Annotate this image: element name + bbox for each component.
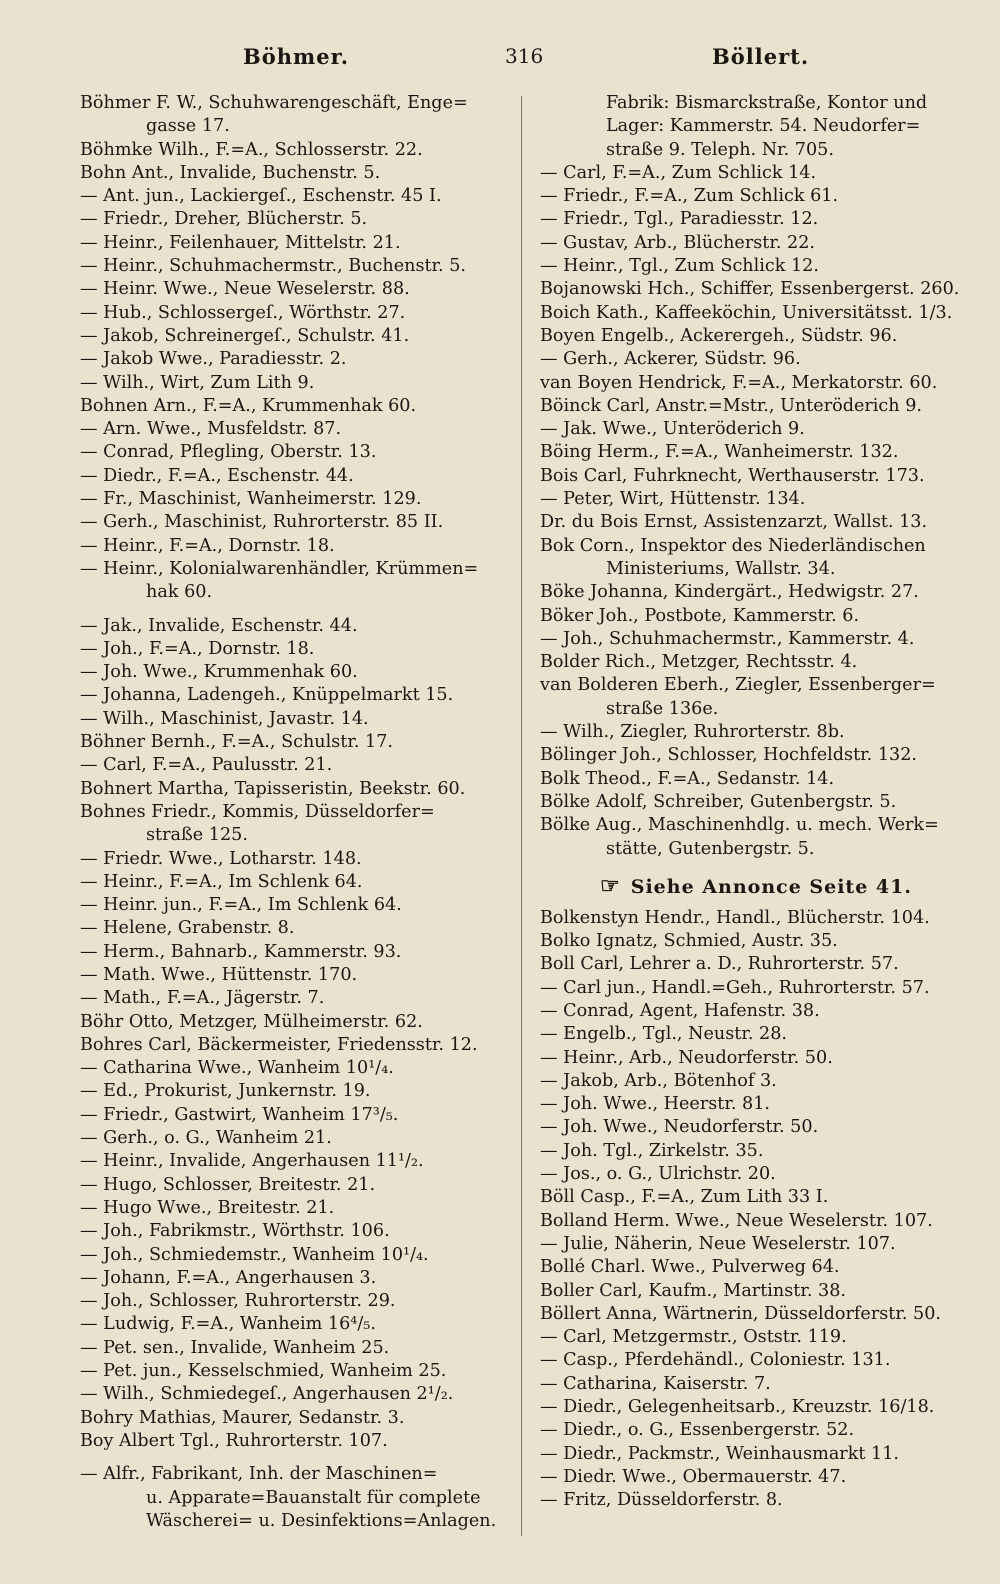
directory-entry: — Conrad, Agent, Hafenstr. 38. xyxy=(540,1000,820,1021)
advertisement-notice xyxy=(540,871,972,901)
directory-entry: van Bolderen Eberh., Ziegler, Essenberger= xyxy=(540,675,936,696)
directory-entry: — Carl, Metzgermstr., Oststr. 119. xyxy=(540,1327,847,1348)
directory-entry: — Carl, F.=A., Zum Schlick 14. xyxy=(540,162,817,183)
directory-entry: — Friedr., F.=A., Zum Schlick 61. xyxy=(540,186,839,207)
directory-entry: Bolland Herm. Wwe., Neue Weselerstr. 107. xyxy=(540,1210,933,1231)
directory-entry: Boy Albert Tgl., Ruhrorterstr. 107. xyxy=(80,1430,388,1451)
directory-entry: Dr. du Bois Ernst, Assistenzarzt, Wallst. 13. xyxy=(540,512,928,533)
entry-continuation: Fabrik: Bismarckstraße, Kontor und xyxy=(606,93,928,113)
directory-entry: Bolko Ignatz, Schmied, Austr. 35. xyxy=(540,931,838,952)
directory-entry: Boller Carl, Kaufm., Martinstr. 38. xyxy=(540,1280,846,1301)
directory-entry: — Carl jun., Handl.=Geh., Ruhrorterstr. 57. xyxy=(540,977,930,998)
directory-entry: — Wilh., Maschinist, Javastr. 14. xyxy=(80,708,369,729)
left-column xyxy=(80,92,512,1533)
directory-entry: — Wilh., Ziegler, Ruhrorterstr. 8b. xyxy=(540,722,845,743)
directory-entry: Bolder Rich., Metzger, Rechtsstr. 4. xyxy=(540,652,858,673)
running-head-left: Böhmer. xyxy=(243,44,350,69)
directory-entry: — Heinr., Invalide, Angerhausen 11¹/₂. xyxy=(80,1151,424,1172)
page-number: 316 xyxy=(505,44,544,68)
directory-entry: — Joh. Tgl., Zirkelstr. 35. xyxy=(540,1140,764,1161)
directory-entry: — Joh., Schuhmachermstr., Kammerstr. 4. xyxy=(540,628,915,649)
directory-entry: — Gustav, Arb., Blücherstr. 22. xyxy=(540,232,815,253)
entry-continuation: Ministeriums, Wallstr. 34. xyxy=(606,558,836,579)
directory-entry: — Hugo Wwe., Breitestr. 21. xyxy=(80,1197,335,1218)
directory-entry: — Friedr., Gastwirt, Wanheim 17³/₅. xyxy=(80,1104,399,1125)
directory-entry: — Heinr., Kolonialwarenhändler, Krümmen= xyxy=(80,558,479,579)
directory-entry: — Diedr., Packmstr., Weinhausmarkt 11. xyxy=(540,1443,900,1464)
directory-entry: — Pet. jun., Kesselschmied, Wanheim 25. xyxy=(80,1361,447,1382)
directory-entry: — Heinr., Feilenhauer, Mittelstr. 21. xyxy=(80,232,401,253)
directory-entry: — Conrad, Pflegling, Oberstr. 13. xyxy=(80,442,377,463)
directory-entry: — Casp., Pferdehändl., Coloniestr. 131. xyxy=(540,1350,891,1371)
directory-entry: — Joh., F.=A., Dornstr. 18. xyxy=(80,638,315,659)
directory-entry: — Hub., Schlossergeſ., Wörthstr. 27. xyxy=(80,302,406,323)
directory-entry: Böker Joh., Postbote, Kammerstr. 6. xyxy=(540,605,860,626)
directory-entry: Bölinger Joh., Schlosser, Hochfeldstr. 132. xyxy=(540,745,917,766)
directory-entry: Böll Casp., F.=A., Zum Lith 33 I. xyxy=(540,1187,829,1208)
directory-entry: — Heinr. jun., F.=A., Im Schlenk 64. xyxy=(80,895,402,916)
directory-entry: — Alfr., Fabrikant, Inh. der Maschinen= xyxy=(80,1464,438,1485)
directory-entry: Bohn Ant., Invalide, Buchenstr. 5. xyxy=(80,162,381,183)
directory-entry: — Diedr., Gelegenheitsarb., Kreuzstr. 16/18. xyxy=(540,1397,935,1418)
right-column xyxy=(540,92,972,1513)
directory-entry: Böhmke Wilh., F.=A., Schlosserstr. 22. xyxy=(80,139,423,160)
directory-entry: — Math. Wwe., Hüttenstr. 170. xyxy=(80,964,358,985)
directory-entry: — Heinr., F.=A., Im Schlenk 64. xyxy=(80,871,363,892)
directory-entry: — Johann, F.=A., Angerhausen 3. xyxy=(80,1267,377,1288)
directory-entry: Böllert Anna, Wärtnerin, Düsseldorferstr. 50. xyxy=(540,1303,941,1324)
directory-entry: Böke Johanna, Kindergärt., Hedwigstr. 27. xyxy=(540,582,919,603)
directory-entry: van Boyen Hendrick, F.=A., Merkatorstr. 60. xyxy=(540,372,938,393)
directory-entry: — Joh., Schlosser, Ruhrorterstr. 29. xyxy=(80,1291,396,1312)
directory-entry: Bok Corn., Inspektor des Niederländischen xyxy=(540,535,926,556)
directory-entry: Bois Carl, Fuhrknecht, Werthauserstr. 173. xyxy=(540,465,925,486)
directory-entry: — Catharina Wwe., Wanheim 10¹/₄. xyxy=(80,1058,394,1079)
directory-entry: — Jakob Wwe., Paradiesstr. 2. xyxy=(80,349,347,370)
directory-entry: — Friedr., Dreher, Blücherstr. 5. xyxy=(80,209,368,230)
directory-entry: — Heinr., Schuhmachermstr., Buchenstr. 5. xyxy=(80,256,467,277)
directory-entry: — Math., F.=A., Jägerstr. 7. xyxy=(80,988,325,1009)
pointing-hand-icon: ☞ xyxy=(600,872,621,899)
directory-entry: — Joh., Fabrikmstr., Wörthstr. 106. xyxy=(80,1221,390,1242)
directory-entry: — Diedr., F.=A., Eschenstr. 44. xyxy=(80,465,354,486)
notice-text: Siehe Annonce Seite 41. xyxy=(630,875,912,898)
directory-entry: — Helene, Grabenstr. 8. xyxy=(80,918,295,939)
entry-continuation: Wäscherei= u. Desinfektions=Anlagen. xyxy=(146,1510,497,1531)
directory-entry: — Engelb., Tgl., Neustr. 28. xyxy=(540,1024,787,1045)
directory-entry: — Jak. Wwe., Unteröderich 9. xyxy=(540,419,805,440)
directory-entry: Bolk Theod., F.=A., Sedanstr. 14. xyxy=(540,768,835,789)
directory-entry: — Julie, Näherin, Neue Weselerstr. 107. xyxy=(540,1233,896,1254)
directory-entry: Bolkenstyn Hendr., Handl., Blücherstr. 104. xyxy=(540,907,930,928)
directory-entry: — Friedr. Wwe., Lotharstr. 148. xyxy=(80,848,362,869)
directory-entry: — Ant. jun., Lackiergeſ., Eschenstr. 45 I. xyxy=(80,186,442,207)
entry-continuation: straße 136e. xyxy=(606,698,719,719)
directory-entry: — Joh., Schmiedemstr., Wanheim 10¹/₄. xyxy=(80,1244,429,1265)
entry-continuation: Lager: Kammerstr. 54. Neudorfer= xyxy=(606,116,921,137)
directory-entry: — Friedr., Tgl., Paradiesstr. 12. xyxy=(540,209,819,230)
directory-entry: Bohnert Martha, Tapisseristin, Beekstr. 60. xyxy=(80,778,466,799)
directory-entry: — Jakob, Arb., Bötenhof 3. xyxy=(540,1070,777,1091)
entry-continuation: u. Apparate=Bauanstalt für complete xyxy=(146,1487,481,1508)
directory-entry: — Jakob, Schreinergeſ., Schulstr. 41. xyxy=(80,325,410,346)
directory-entry: Böing Herm., F.=A., Wanheimerstr. 132. xyxy=(540,442,899,463)
directory-entry: Böhr Otto, Metzger, Mülheimerstr. 62. xyxy=(80,1011,423,1032)
directory-entry: — Carl, F.=A., Paulusstr. 21. xyxy=(80,755,333,776)
directory-entry: — Johanna, Ladengeh., Knüppelmarkt 15. xyxy=(80,685,454,706)
directory-entry: — Fritz, Düsseldorferstr. 8. xyxy=(540,1490,783,1511)
directory-entry: — Heinr., Tgl., Zum Schlick 12. xyxy=(540,256,819,277)
directory-entry: — Herm., Bahnarb., Kammerstr. 93. xyxy=(80,941,402,962)
directory-entry: — Gerh., Maschinist, Ruhrorterstr. 85 II. xyxy=(80,512,444,533)
directory-entry: — Diedr. Wwe., Obermauerstr. 47. xyxy=(540,1466,847,1487)
directory-entry: — Heinr. Wwe., Neue Weselerstr. 88. xyxy=(80,279,410,300)
entry-continuation: stätte, Gutenbergstr. 5. xyxy=(606,838,815,859)
directory-entry: — Catharina, Kaiserstr. 7. xyxy=(540,1373,771,1394)
directory-entry: — Fr., Maschinist, Wanheimerstr. 129. xyxy=(80,489,422,510)
directory-entry: — Joh. Wwe., Heerstr. 81. xyxy=(540,1094,770,1115)
directory-entry: — Hugo, Schlosser, Breitestr. 21. xyxy=(80,1174,376,1195)
directory-entry: Bollé Charl. Wwe., Pulverweg 64. xyxy=(540,1257,840,1278)
entry-continuation: straße 125. xyxy=(146,825,248,846)
entry-continuation: gasse 17. xyxy=(146,116,230,137)
entry-continuation: hak 60. xyxy=(146,582,213,603)
directory-entry: Bohres Carl, Bäckermeister, Friedensstr. 12. xyxy=(80,1034,478,1055)
directory-entry: — Jak., Invalide, Eschenstr. 44. xyxy=(80,615,358,636)
directory-entry: — Joh. Wwe., Krummenhak 60. xyxy=(80,662,358,683)
directory-entry: — Wilh., Schmiedegeſ., Angerhausen 2¹/₂. xyxy=(80,1384,454,1405)
directory-entry: — Pet. sen., Invalide, Wanheim 25. xyxy=(80,1337,390,1358)
directory-entry: — Jos., o. G., Ulrichstr. 20. xyxy=(540,1164,776,1185)
directory-entry: — Ed., Prokurist, Junkernstr. 19. xyxy=(80,1081,371,1102)
directory-entry: — Gerh., o. G., Wanheim 21. xyxy=(80,1128,332,1149)
entry-continuation: straße 9. Teleph. Nr. 705. xyxy=(606,139,834,160)
directory-entry: Bohry Mathias, Maurer, Sedanstr. 3. xyxy=(80,1407,405,1428)
directory-entry: Bölke Aug., Maschinenhdlg. u. mech. Werk= xyxy=(540,815,939,836)
directory-entry: — Peter, Wirt, Hüttenstr. 134. xyxy=(540,489,806,510)
directory-entry: Boich Kath., Kaffeeköchin, Universitätsst. 1/3. xyxy=(540,302,953,323)
running-head-right: Böllert. xyxy=(712,44,810,69)
column-divider xyxy=(521,96,522,1536)
directory-entry: Bojanowski Hch., Schiffer, Essenbergerst. 260. xyxy=(540,279,960,300)
directory-entry: Böhmer F. W., Schuhwarengeschäft, Enge= xyxy=(80,93,468,113)
directory-entry: — Wilh., Wirt, Zum Lith 9. xyxy=(80,372,315,393)
directory-entry: — Heinr., F.=A., Dornstr. 18. xyxy=(80,535,335,556)
directory-entry: — Heinr., Arb., Neudorferstr. 50. xyxy=(540,1047,833,1068)
directory-entry: — Arn. Wwe., Musfeldstr. 87. xyxy=(80,419,342,440)
directory-entry: Boyen Engelb., Ackerergeh., Südstr. 96. xyxy=(540,325,898,346)
directory-entry: — Ludwig, F.=A., Wanheim 16⁴/₅. xyxy=(80,1314,376,1335)
directory-entry: Bohnen Arn., F.=A., Krummenhak 60. xyxy=(80,395,417,416)
directory-entry: Böhner Bernh., F.=A., Schulstr. 17. xyxy=(80,732,394,753)
directory-entry: Bölke Adolf, Schreiber, Gutenbergstr. 5. xyxy=(540,791,897,812)
directory-entry: — Diedr., o. G., Essenbergerstr. 52. xyxy=(540,1420,855,1441)
directory-entry: — Joh. Wwe., Neudorferstr. 50. xyxy=(540,1117,819,1138)
directory-entry: Bohnes Friedr., Kommis, Düsseldorfer= xyxy=(80,801,435,822)
directory-entry: — Gerh., Ackerer, Südstr. 96. xyxy=(540,349,801,370)
directory-entry: Boll Carl, Lehrer a. D., Ruhrorterstr. 57. xyxy=(540,954,899,975)
directory-entry: Böinck Carl, Anstr.=Mstr., Unteröderich 9. xyxy=(540,395,922,416)
